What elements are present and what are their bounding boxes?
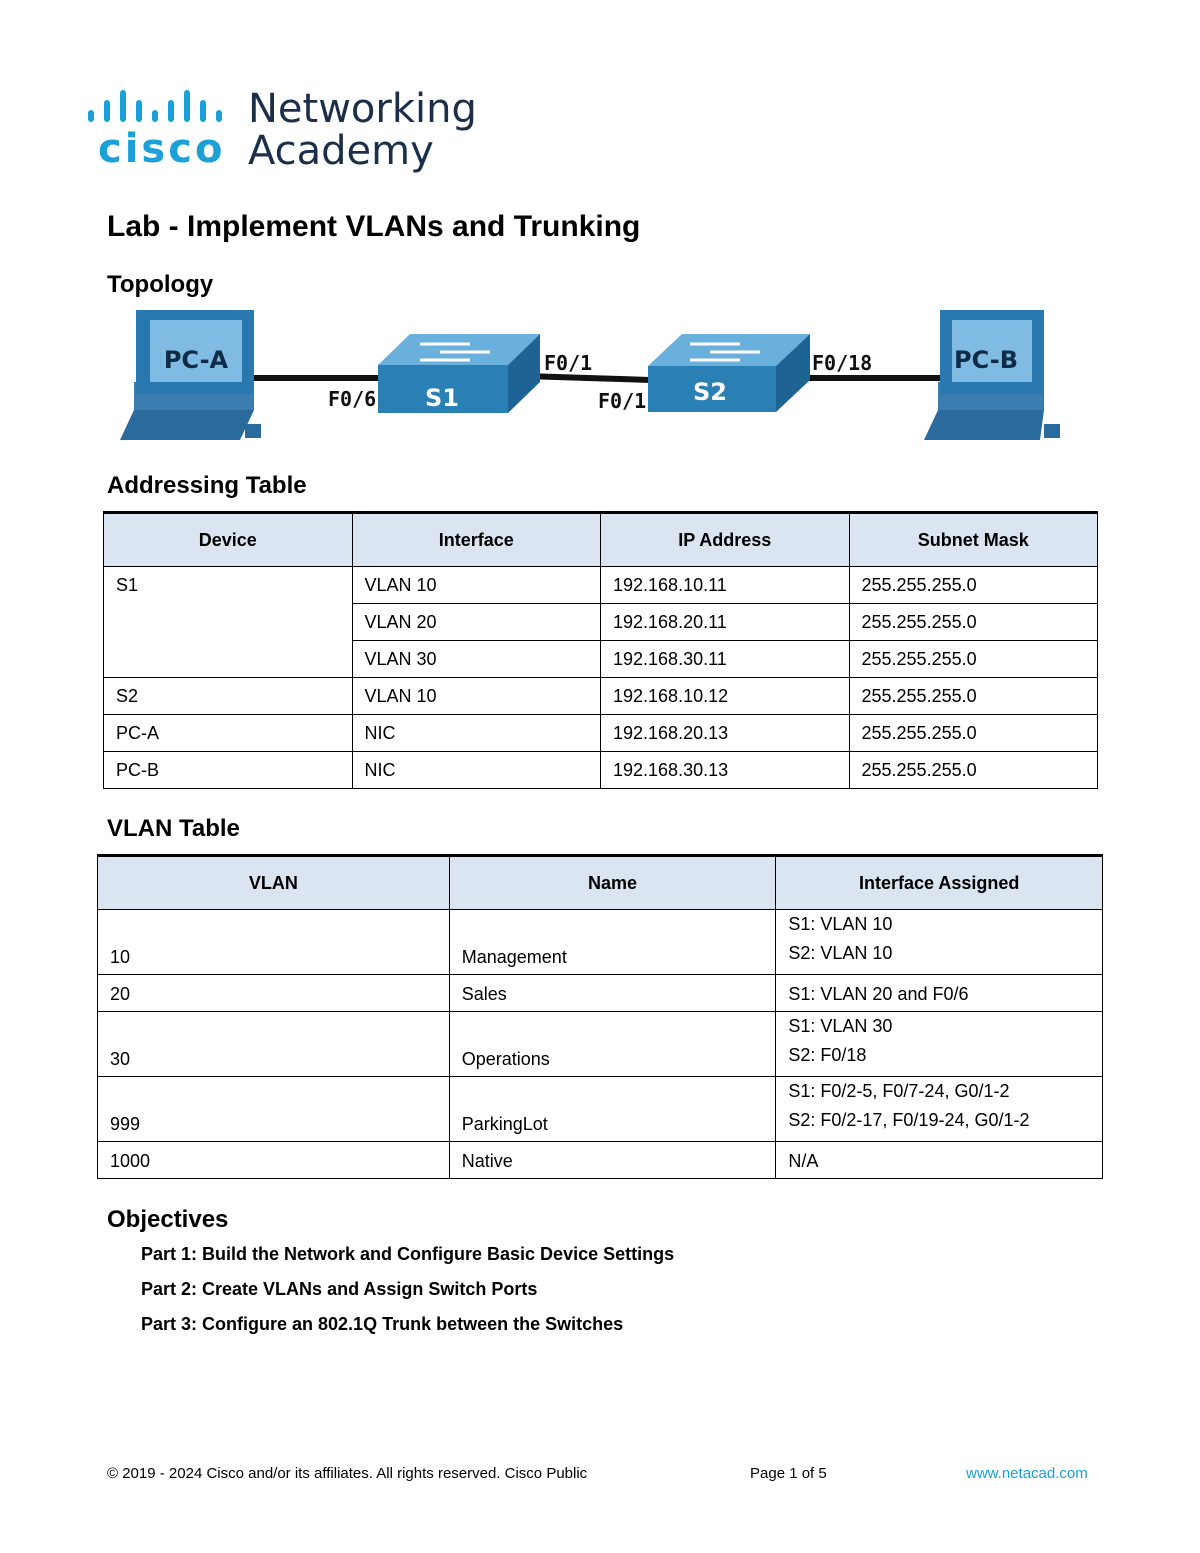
section-addressing-table: Addressing Table bbox=[107, 472, 307, 499]
section-objectives: Objectives bbox=[107, 1206, 229, 1233]
logo-academy: Academy bbox=[248, 128, 434, 174]
cell-interface: VLAN 20 bbox=[352, 604, 601, 641]
pc-a-label: PC-A bbox=[163, 346, 229, 374]
assigned-line: S1: VLAN 30 bbox=[788, 1016, 893, 1036]
cell-name: Native bbox=[449, 1142, 776, 1179]
table-row bbox=[104, 567, 1098, 604]
cell-interface-assigned: S1: VLAN 20 and F0/6 bbox=[776, 975, 1103, 1012]
cell-name: Management bbox=[449, 910, 776, 975]
addressing-header-row bbox=[104, 513, 1098, 567]
table-row bbox=[98, 975, 1103, 1012]
vlan-header-row bbox=[98, 856, 1103, 910]
assigned-line: S1: F0/2-5, F0/7-24, G0/1-2 bbox=[788, 1081, 1010, 1101]
port-s1-f01: F0/1 bbox=[544, 351, 593, 375]
assigned-line: S2: VLAN 10 bbox=[788, 943, 893, 963]
section-vlan-table: VLAN Table bbox=[107, 815, 240, 842]
table-row bbox=[98, 1142, 1103, 1179]
header-subnet-mask: Subnet Mask bbox=[849, 513, 1098, 567]
cell-vlan: 20 bbox=[98, 975, 450, 1012]
cell-mask: 255.255.255.0 bbox=[849, 641, 1098, 678]
cell-mask: 255.255.255.0 bbox=[849, 715, 1098, 752]
port-s1-f06: F0/6 bbox=[328, 387, 377, 411]
cisco-bars-icon bbox=[86, 90, 236, 126]
objectives-list bbox=[141, 1244, 674, 1349]
switch-s1-icon bbox=[378, 334, 540, 413]
cell-vlan: 1000 bbox=[98, 1142, 450, 1179]
port-s2-f01: F0/1 bbox=[598, 389, 647, 413]
cell-device: PC-B bbox=[104, 752, 353, 789]
table-row bbox=[98, 1012, 1103, 1077]
header-ip-address: IP Address bbox=[601, 513, 850, 567]
cell-interface-assigned bbox=[776, 1012, 1103, 1077]
vlan-table bbox=[97, 854, 1103, 1179]
cell-ip: 192.168.10.11 bbox=[601, 567, 850, 604]
cell-interface-assigned bbox=[776, 1077, 1103, 1142]
cell-interface-assigned bbox=[776, 910, 1103, 975]
header-name: Name bbox=[449, 856, 776, 910]
objective-part-3: Part 3: Configure an 802.1Q Trunk between the Switches bbox=[141, 1314, 624, 1334]
s1-label: S1 bbox=[425, 384, 459, 412]
cell-vlan: 30 bbox=[98, 1012, 450, 1077]
objective-part-2: Part 2: Create VLANs and Assign Switch Ports bbox=[141, 1279, 538, 1299]
topology-diagram bbox=[120, 310, 1080, 460]
assigned-line: S2: F0/2-17, F0/19-24, G0/1-2 bbox=[788, 1110, 1030, 1130]
header-interface-assigned: Interface Assigned bbox=[776, 856, 1103, 910]
cell-name: Sales bbox=[449, 975, 776, 1012]
cell-device: S1 bbox=[104, 567, 353, 678]
pc-b-icon bbox=[924, 310, 1060, 440]
cell-device: PC-A bbox=[104, 715, 353, 752]
cell-ip: 192.168.30.11 bbox=[601, 641, 850, 678]
table-row bbox=[104, 715, 1098, 752]
cell-vlan: 999 bbox=[98, 1077, 450, 1142]
cell-ip: 192.168.20.13 bbox=[601, 715, 850, 752]
table-row bbox=[104, 678, 1098, 715]
cell-name: Operations bbox=[449, 1012, 776, 1077]
footer-copyright: © 2019 - 2024 Cisco and/or its affiliates. All rights reserved. Cisco Public bbox=[107, 1465, 588, 1482]
cell-vlan: 10 bbox=[98, 910, 450, 975]
header-device: Device bbox=[104, 513, 353, 567]
cell-interface-assigned: N/A bbox=[776, 1142, 1103, 1179]
footer-netacad-link[interactable]: www.netacad.com bbox=[966, 1465, 1088, 1482]
footer-page-number: Page 1 of 5 bbox=[750, 1465, 827, 1482]
pc-b-label: PC-B bbox=[953, 346, 1019, 374]
assigned-line: S1: VLAN 10 bbox=[788, 914, 893, 934]
table-row bbox=[98, 1077, 1103, 1142]
table-row bbox=[104, 752, 1098, 789]
objective-part-1: Part 1: Build the Network and Configure Basic Device Settings bbox=[141, 1244, 675, 1264]
cell-interface: VLAN 30 bbox=[352, 641, 601, 678]
cell-mask: 255.255.255.0 bbox=[849, 678, 1098, 715]
page-title: Lab - Implement VLANs and Trunking bbox=[107, 210, 641, 243]
cell-ip: 192.168.10.12 bbox=[601, 678, 850, 715]
cell-interface: NIC bbox=[352, 715, 601, 752]
cisco-wordmark: cisco bbox=[98, 126, 226, 172]
cell-mask: 255.255.255.0 bbox=[849, 604, 1098, 641]
logo-networking: Networking bbox=[248, 86, 477, 132]
cell-interface: VLAN 10 bbox=[352, 678, 601, 715]
cell-interface: VLAN 10 bbox=[352, 567, 601, 604]
cell-name: ParkingLot bbox=[449, 1077, 776, 1142]
cell-ip: 192.168.20.11 bbox=[601, 604, 850, 641]
section-topology: Topology bbox=[107, 271, 214, 298]
assigned-line: S2: F0/18 bbox=[788, 1045, 867, 1065]
cell-ip: 192.168.30.13 bbox=[601, 752, 850, 789]
header-interface: Interface bbox=[352, 513, 601, 567]
header-vlan: VLAN bbox=[98, 856, 450, 910]
s2-label: S2 bbox=[693, 378, 727, 406]
addressing-table bbox=[103, 511, 1098, 789]
cell-mask: 255.255.255.0 bbox=[849, 567, 1098, 604]
cell-mask: 255.255.255.0 bbox=[849, 752, 1098, 789]
switch-s2-icon bbox=[648, 334, 810, 412]
cell-device: S2 bbox=[104, 678, 353, 715]
pc-a-icon bbox=[120, 310, 261, 440]
cable-s1-s2 bbox=[525, 376, 650, 380]
port-s2-f018: F0/18 bbox=[812, 351, 873, 375]
table-row bbox=[98, 910, 1103, 975]
cisco-networking-academy-logo bbox=[86, 86, 477, 178]
cell-interface: NIC bbox=[352, 752, 601, 789]
